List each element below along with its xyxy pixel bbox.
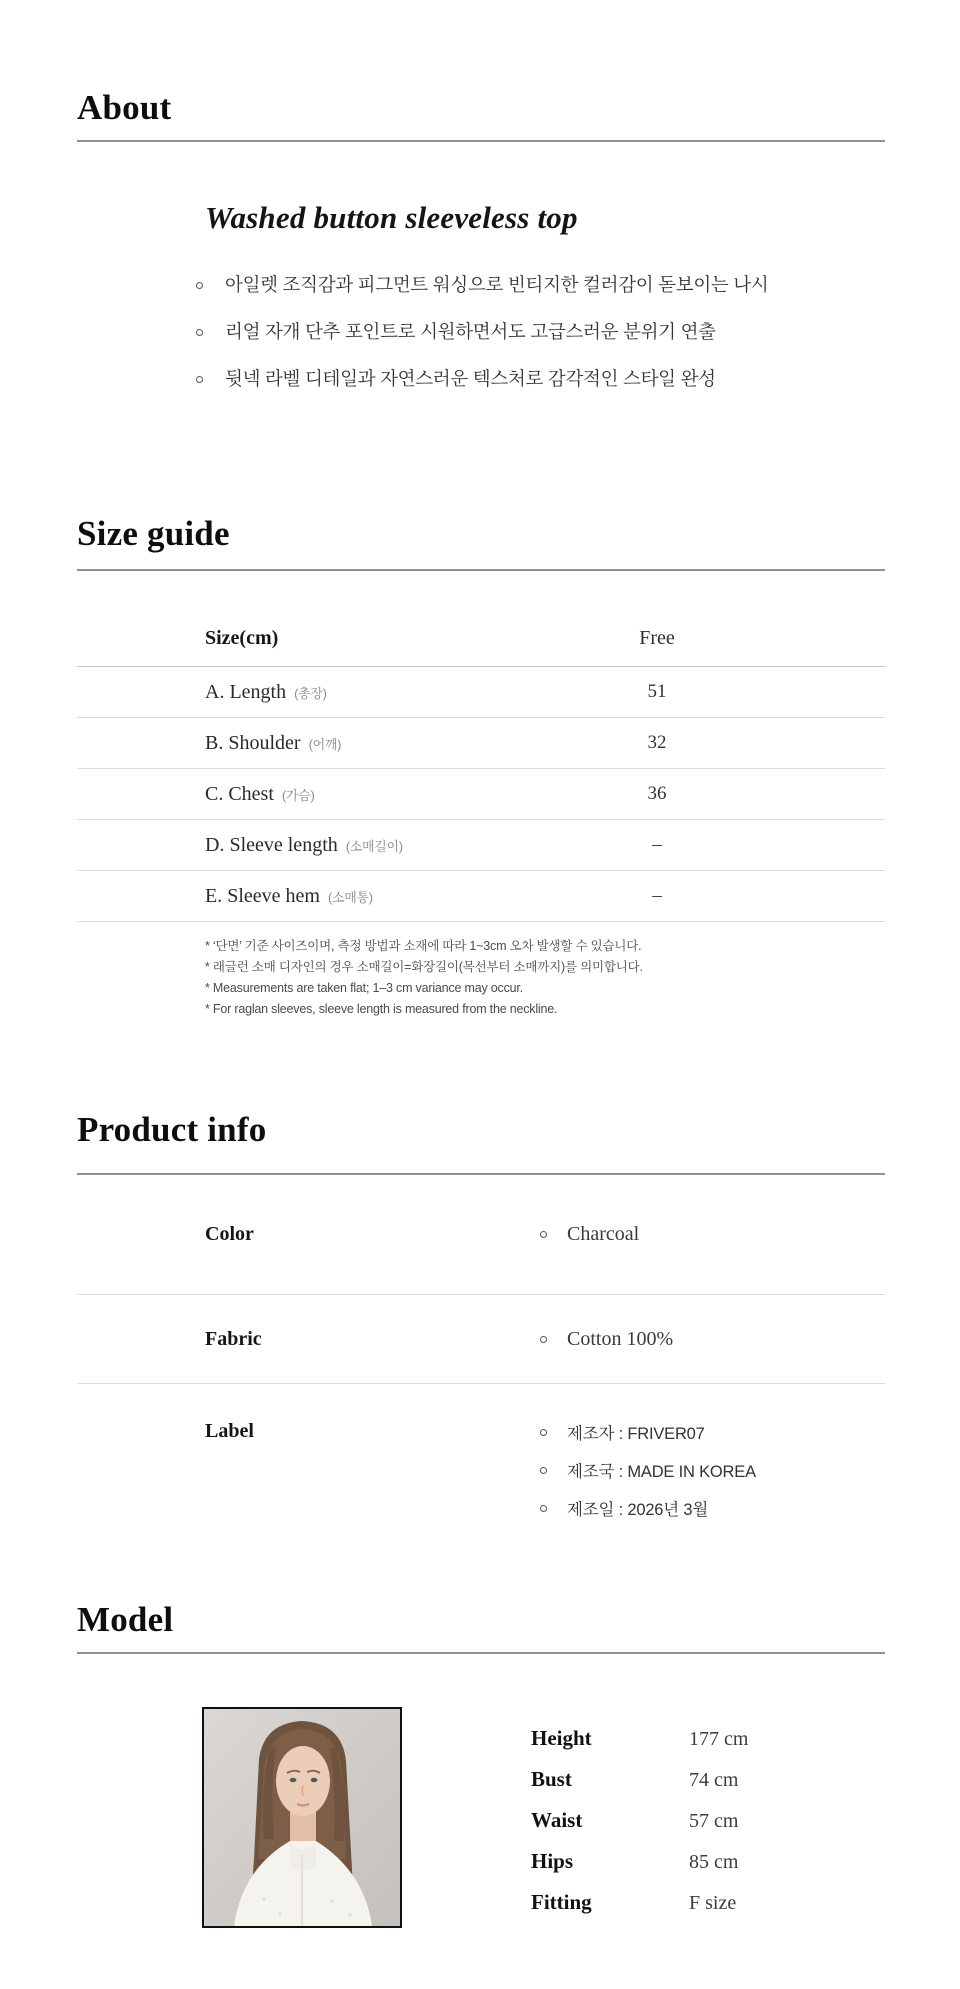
stat-value: F size xyxy=(689,1892,737,1914)
stat-value: 74 cm xyxy=(689,1769,739,1791)
stat-value: 177 cm xyxy=(689,1728,749,1750)
measure-label-korean: (가슴) xyxy=(281,787,315,803)
stat-label: Height xyxy=(531,1726,592,1750)
measure-label-korean: (소매통) xyxy=(327,889,373,905)
stat-label: Bust xyxy=(531,1767,572,1791)
measure-label: B. Shoulder xyxy=(205,731,301,754)
size-table xyxy=(77,571,885,922)
stat-label: Fitting xyxy=(531,1890,592,1914)
about-bullet xyxy=(196,272,885,298)
size-guide-section xyxy=(77,514,885,1020)
stat-value: 57 cm xyxy=(689,1810,739,1832)
about-section xyxy=(77,88,885,413)
size-guide-heading: Size guide xyxy=(77,514,230,553)
fabric-label: Fabric xyxy=(205,1327,262,1350)
bullet-ring-icon xyxy=(196,282,203,289)
about-bullet xyxy=(196,366,885,392)
table-row xyxy=(77,820,885,871)
bullet-ring-icon xyxy=(540,1336,547,1343)
stat-label: Hips xyxy=(531,1849,574,1873)
measure-label-korean: (소매길이) xyxy=(345,838,403,854)
measure-label-korean: (총장) xyxy=(294,685,327,701)
footnote: * 래글런 소매 디자인의 경우 소매길이=화장길이(목선부터 소매까지)를 의미합니다. xyxy=(205,960,643,974)
measure-label: C. Chest xyxy=(205,782,274,805)
stat-value: 85 cm xyxy=(689,1851,739,1873)
color-value: Charcoal xyxy=(567,1223,640,1245)
bullet-ring-icon xyxy=(540,1429,547,1436)
free-column-header: Free xyxy=(639,627,675,649)
bullet-ring-icon xyxy=(196,376,203,383)
measure-value: 51 xyxy=(647,681,667,702)
measure-value: – xyxy=(652,834,662,855)
model-stats xyxy=(531,1707,748,1930)
measure-label-korean: (어깨) xyxy=(308,736,342,752)
measure-label: A. Length xyxy=(205,680,287,703)
model-heading: Model xyxy=(77,1600,174,1639)
model-photo xyxy=(202,1707,402,1928)
footnote: * Measurements are taken flat; 1–3 cm variance may occur. xyxy=(205,981,523,995)
color-label: Color xyxy=(205,1223,254,1245)
product-info-row-color xyxy=(77,1175,885,1295)
stat-row xyxy=(531,1848,748,1875)
mfg-date-value: 제조일 : 2026년 3월 xyxy=(567,1501,709,1519)
footnote: * ‘단면’ 기준 사이즈이며, 측정 방법과 소재에 따라 1~3cm 오차 발생할 수 있습니다. xyxy=(205,939,642,953)
table-row xyxy=(77,871,885,922)
product-info-row-label xyxy=(77,1384,885,1534)
table-row xyxy=(77,667,885,718)
stat-row xyxy=(531,1807,748,1834)
stat-label: Waist xyxy=(531,1808,583,1832)
about-bullet-text: 아일렛 조직감과 피그먼트 워싱으로 빈티지한 컬러감이 돋보이는 나시 xyxy=(225,274,769,295)
origin-value: 제조국 : MADE IN KOREA xyxy=(567,1463,756,1481)
about-bullet-list xyxy=(77,272,885,392)
model-portrait-image xyxy=(204,1709,400,1926)
measure-label: E. Sleeve hem xyxy=(205,884,320,907)
measure-label: D. Sleeve length xyxy=(205,833,338,856)
fabric-value: Cotton 100% xyxy=(567,1327,674,1350)
size-footnotes xyxy=(205,936,885,1020)
product-title: Washed button sleeveless top xyxy=(205,200,578,235)
model-section xyxy=(77,1600,885,1930)
product-info-row-fabric xyxy=(77,1295,885,1384)
product-info-section xyxy=(77,1110,885,1534)
about-bullet xyxy=(196,319,885,345)
stat-row xyxy=(531,1725,748,1752)
bullet-ring-icon xyxy=(196,329,203,336)
manufacturer-value: 제조자 : FRIVER07 xyxy=(567,1425,705,1443)
measure-value: 32 xyxy=(647,732,667,753)
table-row xyxy=(77,769,885,820)
footnote: * For raglan sleeves, sleeve length is measured from the neckline. xyxy=(205,1002,558,1016)
about-heading: About xyxy=(77,88,172,127)
about-bullet-text: 뒷넥 라벨 디테일과 자연스러운 텍스처로 감각적인 스타일 완성 xyxy=(225,368,716,389)
bullet-ring-icon xyxy=(540,1505,547,1512)
product-info-heading: Product info xyxy=(77,1110,267,1149)
measure-value: – xyxy=(652,885,662,906)
about-bullet-text: 리얼 자개 단추 포인트로 시원하면서도 고급스러운 분위기 연출 xyxy=(225,321,716,342)
size-table-header-row xyxy=(77,571,885,667)
bullet-ring-icon xyxy=(540,1467,547,1474)
stat-row xyxy=(531,1766,748,1793)
label-label: Label xyxy=(205,1420,254,1442)
table-row xyxy=(77,718,885,769)
measure-value: 36 xyxy=(647,783,667,804)
bullet-ring-icon xyxy=(540,1231,547,1238)
size-column-header: Size(cm) xyxy=(205,627,279,649)
stat-row xyxy=(531,1889,748,1916)
